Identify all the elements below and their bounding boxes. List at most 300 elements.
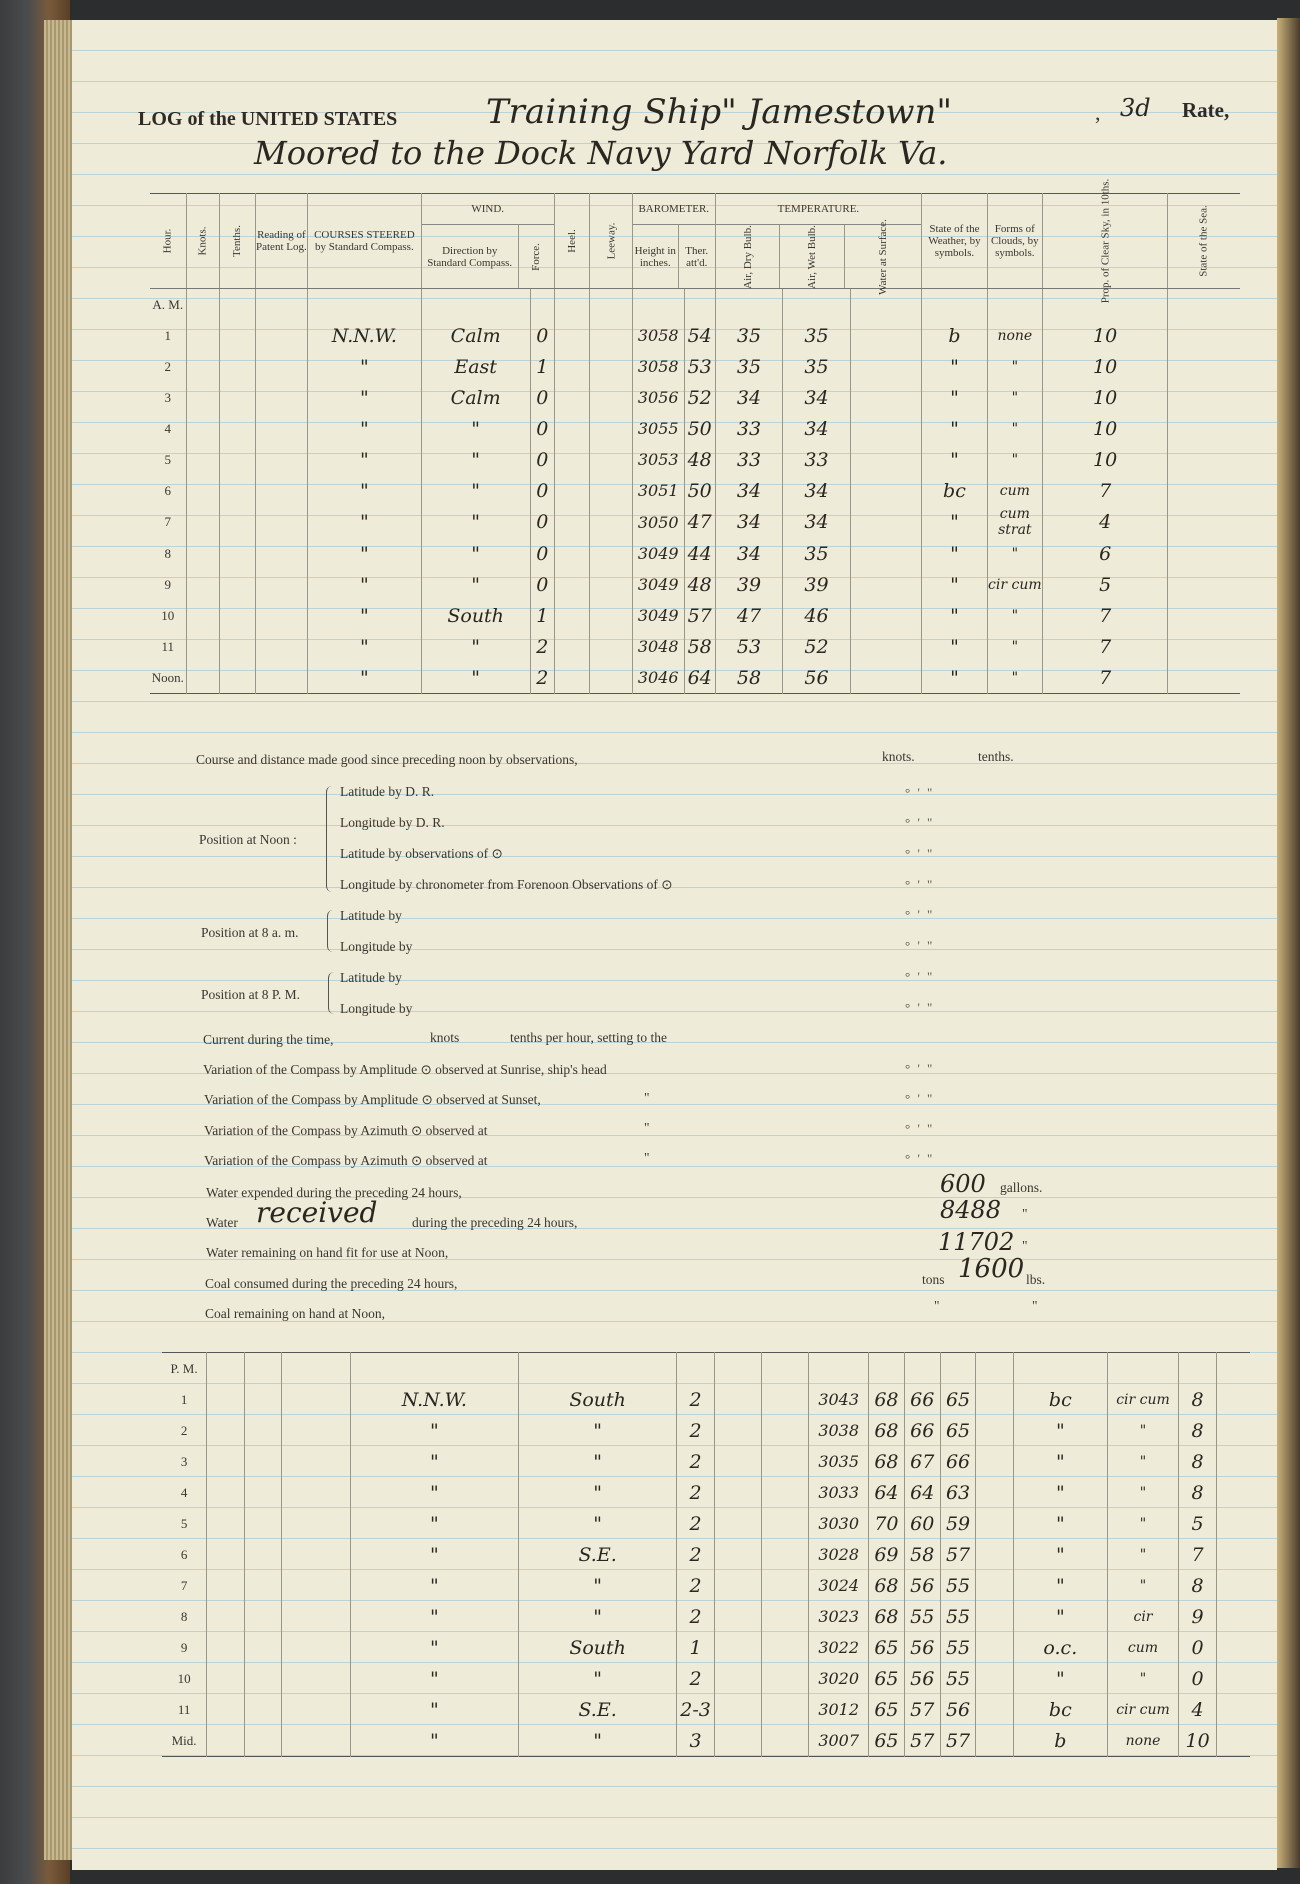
pm-empty-cell (976, 1539, 1013, 1570)
pm-hour-cell: 11 (162, 1694, 207, 1725)
am-empty-cell (590, 569, 633, 600)
pm-empty-cell (281, 1539, 350, 1570)
am-clouds-cell: " (987, 413, 1042, 444)
am-empty-cell (554, 475, 589, 506)
pm-dry-cell: 66 (904, 1415, 940, 1446)
am-wet-cell: 35 (783, 351, 851, 382)
deg-marks-5: ° ' " (905, 907, 935, 922)
pm-empty-cell (976, 1663, 1013, 1694)
col-sea: State of the Sea. (1168, 194, 1240, 289)
pm-wet-cell: 55 (940, 1601, 976, 1632)
pm-clouds-cell: none (1107, 1725, 1178, 1757)
current-knots: knots (430, 1030, 460, 1045)
am-label: A. M. (150, 289, 186, 321)
am-empty-cell (590, 320, 633, 351)
am-empty-cell (220, 444, 255, 475)
pm-baro-cell: 3028 (809, 1539, 869, 1570)
am-clear-cell: 7 (1042, 662, 1168, 694)
pm-hour-cell: 2 (162, 1415, 207, 1446)
pm-empty-cell (976, 1570, 1013, 1601)
air-wet-header: Air, Wet Bulb. (806, 224, 819, 289)
am-water-cell (850, 506, 921, 538)
water-received-value: 8488 (940, 1196, 1002, 1224)
pm-empty-cell (976, 1446, 1013, 1477)
am-clouds-cell: " (987, 631, 1042, 662)
pm-empty-cell (207, 1570, 244, 1601)
lat-8am: Latitude by (340, 908, 402, 923)
am-baro-cell: 3048 (632, 631, 684, 662)
location-line: Moored to the Dock Navy Yard Norfolk Va. (254, 134, 948, 172)
col-tenths: Tenths. (220, 194, 255, 289)
rate-number: 3d (1120, 94, 1151, 122)
variation-azimuth-1: Variation of the Compass by Azimuth ⊙ observed at (204, 1123, 488, 1138)
am-empty-cell (590, 506, 633, 538)
pm-empty-cell (1216, 1663, 1250, 1694)
pm-force-cell: 2 (677, 1570, 715, 1601)
am-rows (150, 320, 1240, 694)
pm-ther-cell: 65 (869, 1632, 905, 1663)
pm-wind-cell: South (518, 1632, 676, 1663)
am-dry-cell: 33 (715, 444, 783, 475)
pm-clouds-cell: cum (1107, 1632, 1178, 1663)
am-empty-cell (186, 351, 220, 382)
am-empty-cell (554, 600, 589, 631)
pm-wet-cell: 63 (940, 1477, 976, 1508)
am-empty-cell (255, 569, 308, 600)
am-wet-cell: 56 (783, 662, 851, 694)
am-empty-cell (1168, 506, 1240, 538)
pm-empty-cell (762, 1477, 809, 1508)
am-course-cell: " (308, 413, 421, 444)
pm-clouds-cell: " (1107, 1508, 1178, 1539)
am-baro-cell: 3049 (632, 538, 684, 569)
am-clouds-cell: cum strat (987, 506, 1042, 538)
pm-hour-cell: 4 (162, 1477, 207, 1508)
pm-empty-cell (714, 1539, 761, 1570)
pm-weather-cell: " (1013, 1539, 1107, 1570)
pm-empty-cell (762, 1415, 809, 1446)
am-empty-cell (590, 538, 633, 569)
pm-empty-cell (207, 1384, 244, 1415)
pm-wet-cell: 55 (940, 1570, 976, 1601)
am-empty-cell (220, 600, 255, 631)
am-baro-cell: 3056 (632, 382, 684, 413)
pm-empty-cell (1216, 1415, 1250, 1446)
am-course-cell: " (308, 569, 421, 600)
pm-hour-cell: 7 (162, 1570, 207, 1601)
pm-empty-cell (244, 1694, 281, 1725)
wind-direction-header: Direction by Standard Compass. (422, 225, 519, 288)
deg-marks-10: ° ' " (905, 1091, 935, 1106)
long-8am: Longitude by (340, 939, 413, 954)
pm-empty-cell (281, 1508, 350, 1539)
am-ther-cell: 53 (684, 351, 715, 382)
pm-force-cell: 2 (677, 1539, 715, 1570)
am-empty-cell (590, 444, 633, 475)
pm-dry-cell: 67 (904, 1446, 940, 1477)
temperature-header: TEMPERATURE. (716, 194, 921, 225)
air-dry-header: Air, Dry Bulb. (741, 224, 754, 289)
pm-row (162, 1477, 1250, 1508)
am-empty-cell (186, 569, 220, 600)
am-row (150, 382, 1240, 413)
pm-empty-cell (714, 1663, 761, 1694)
am-row (150, 320, 1240, 351)
am-empty-cell (220, 382, 255, 413)
long-chrono: Longitude by chronometer from Forenoon Observations of ⊙ (340, 877, 673, 892)
am-weather-cell: b (922, 320, 988, 351)
am-baro-cell: 3058 (632, 351, 684, 382)
pm-dry-cell: 60 (904, 1508, 940, 1539)
am-empty-cell (554, 351, 589, 382)
col-leeway: Leeway. (590, 194, 633, 289)
pm-clear-cell: 8 (1179, 1477, 1217, 1508)
pm-empty-cell (281, 1601, 350, 1632)
am-empty-cell (186, 444, 220, 475)
col-patent-log: Reading of Patent Log. (255, 194, 308, 289)
ditto-3: " (644, 1150, 650, 1165)
pm-ther-cell: 65 (869, 1663, 905, 1694)
pm-wind-cell: " (518, 1477, 676, 1508)
pm-force-cell: 2 (677, 1415, 715, 1446)
pm-course-cell: " (350, 1477, 518, 1508)
pm-empty-cell (714, 1601, 761, 1632)
pm-empty-cell (244, 1508, 281, 1539)
am-dry-cell: 34 (715, 538, 783, 569)
pm-wind-cell: " (518, 1601, 676, 1632)
water-remaining-value: 11702 (938, 1228, 1015, 1256)
pm-hour-cell: 9 (162, 1632, 207, 1663)
pm-wet-cell: 57 (940, 1539, 976, 1570)
pm-clouds-cell: " (1107, 1446, 1178, 1477)
pm-empty-cell (244, 1601, 281, 1632)
pm-row (162, 1694, 1250, 1725)
am-hour-cell: Noon. (150, 662, 186, 694)
pm-empty-cell (1216, 1508, 1250, 1539)
position-8am-label: Position at 8 a. m. (201, 925, 299, 940)
pm-wind-cell: " (518, 1508, 676, 1539)
am-course-cell: " (308, 538, 421, 569)
pm-baro-cell: 3022 (809, 1632, 869, 1663)
pm-empty-cell (207, 1508, 244, 1539)
am-dry-cell: 58 (715, 662, 783, 694)
am-clouds-cell: " (987, 662, 1042, 694)
pm-clouds-cell: cir cum (1107, 1694, 1178, 1725)
pm-row (162, 1539, 1250, 1570)
am-hour-cell: 7 (150, 506, 186, 538)
am-clouds-cell: none (987, 320, 1042, 351)
am-empty-cell (255, 413, 308, 444)
pm-empty-cell (1216, 1446, 1250, 1477)
am-empty-cell (1168, 320, 1240, 351)
am-empty-cell (220, 538, 255, 569)
am-force-cell: 0 (530, 475, 554, 506)
pm-clouds-cell: " (1107, 1570, 1178, 1601)
pm-wet-cell: 59 (940, 1508, 976, 1539)
am-hour-cell: 3 (150, 382, 186, 413)
am-empty-cell (1168, 569, 1240, 600)
pm-wind-cell: " (518, 1570, 676, 1601)
am-empty-cell (1168, 413, 1240, 444)
am-clear-cell: 4 (1042, 506, 1168, 538)
next-page-edge (1277, 18, 1300, 1868)
am-force-cell: 0 (530, 444, 554, 475)
am-weather-cell: " (922, 413, 988, 444)
pm-weather-cell: " (1013, 1415, 1107, 1446)
am-empty-cell (186, 320, 220, 351)
pm-ther-cell: 68 (869, 1384, 905, 1415)
pm-empty-cell (1216, 1384, 1250, 1415)
am-wind-cell: East (421, 351, 530, 382)
lat-8pm: Latitude by (340, 970, 402, 985)
pm-empty-cell (1216, 1477, 1250, 1508)
pm-empty-cell (976, 1694, 1013, 1725)
am-weather-cell: " (922, 631, 988, 662)
pm-course-cell: " (350, 1694, 518, 1725)
pm-empty-cell (762, 1570, 809, 1601)
am-clouds-cell: " (987, 538, 1042, 569)
am-row (150, 662, 1240, 694)
am-clear-cell: 10 (1042, 351, 1168, 382)
am-empty-cell (255, 600, 308, 631)
am-wind-cell: " (421, 444, 530, 475)
pm-weather-cell: " (1013, 1508, 1107, 1539)
pm-row (162, 1446, 1250, 1477)
am-force-cell: 2 (530, 662, 554, 694)
pm-course-cell: " (350, 1446, 518, 1477)
am-empty-cell (554, 444, 589, 475)
pm-log-table (162, 1352, 1250, 1757)
pm-ther-cell: 68 (869, 1415, 905, 1446)
am-force-cell: 2 (530, 631, 554, 662)
lat-dr: Latitude by D. R. (340, 784, 435, 799)
pm-ther-cell: 65 (869, 1725, 905, 1757)
am-empty-cell (1168, 444, 1240, 475)
pm-empty-cell (244, 1384, 281, 1415)
am-baro-cell: 3050 (632, 506, 684, 538)
pm-empty-cell (207, 1725, 244, 1757)
am-wind-cell: " (421, 662, 530, 694)
am-water-cell (850, 600, 921, 631)
deg-marks-4: ° ' " (905, 877, 935, 892)
am-empty-cell (1168, 662, 1240, 694)
position-8pm-label: Position at 8 P. M. (201, 987, 301, 1002)
am-wet-cell: 35 (783, 538, 851, 569)
pm-ther-cell: 68 (869, 1601, 905, 1632)
pm-wind-cell: S.E. (518, 1694, 676, 1725)
pm-clear-cell: 8 (1179, 1384, 1217, 1415)
am-empty-cell (255, 382, 308, 413)
am-weather-cell: " (922, 662, 988, 694)
am-ther-cell: 48 (684, 569, 715, 600)
am-empty-cell (186, 662, 220, 694)
pm-clouds-cell: " (1107, 1539, 1178, 1570)
am-clear-cell: 10 (1042, 444, 1168, 475)
am-clouds-cell: cum (987, 475, 1042, 506)
wind-force-header: Force. (530, 242, 543, 271)
pm-hour-cell: 8 (162, 1601, 207, 1632)
pm-empty-cell (281, 1663, 350, 1694)
am-row (150, 475, 1240, 506)
am-water-cell (850, 444, 921, 475)
pm-hour-cell: 6 (162, 1539, 207, 1570)
knots-label: knots. (882, 749, 915, 764)
pm-clear-cell: 0 (1179, 1663, 1217, 1694)
pm-empty-cell (281, 1477, 350, 1508)
am-empty-cell (255, 475, 308, 506)
am-clear-cell: 5 (1042, 569, 1168, 600)
pm-empty-cell (714, 1446, 761, 1477)
am-clear-cell: 7 (1042, 631, 1168, 662)
am-empty-cell (220, 351, 255, 382)
am-empty-cell (1168, 475, 1240, 506)
am-dry-cell: 34 (715, 506, 783, 538)
pm-force-cell: 2 (677, 1477, 715, 1508)
pm-ther-cell: 69 (869, 1539, 905, 1570)
am-dry-cell: 47 (715, 600, 783, 631)
pm-clear-cell: 8 (1179, 1570, 1217, 1601)
pm-dry-cell: 57 (904, 1725, 940, 1757)
am-ther-cell: 50 (684, 475, 715, 506)
am-clear-cell: 10 (1042, 320, 1168, 351)
am-dry-cell: 53 (715, 631, 783, 662)
coal-remaining-label: Coal remaining on hand at Noon, (205, 1306, 385, 1321)
pm-dry-cell: 57 (904, 1694, 940, 1725)
water-expended-label: Water expended during the preceding 24 hours, (206, 1185, 462, 1200)
am-hour-cell: 11 (150, 631, 186, 662)
am-baro-cell: 3051 (632, 475, 684, 506)
water-expended-value: 600 (940, 1170, 986, 1198)
pm-empty-cell (762, 1539, 809, 1570)
pm-wind-cell: " (518, 1663, 676, 1694)
pm-empty-cell (244, 1477, 281, 1508)
pm-ther-cell: 64 (869, 1477, 905, 1508)
pm-clear-cell: 8 (1179, 1415, 1217, 1446)
am-empty-cell (554, 538, 589, 569)
am-wind-cell: " (421, 506, 530, 538)
pm-clouds-cell: " (1107, 1477, 1178, 1508)
pm-clouds-cell: cir (1107, 1601, 1178, 1632)
pm-empty-cell (714, 1632, 761, 1663)
am-empty-cell (220, 662, 255, 694)
pm-wet-cell: 65 (940, 1384, 976, 1415)
pm-empty-cell (976, 1725, 1013, 1757)
am-clouds-cell: " (987, 351, 1042, 382)
am-empty-cell (554, 320, 589, 351)
pm-force-cell: 2 (677, 1384, 715, 1415)
am-course-cell: N.N.W. (308, 320, 421, 351)
am-empty-cell (220, 475, 255, 506)
col-courses: COURSES STEERED by Standard Compass. (308, 194, 421, 289)
pm-empty-cell (976, 1415, 1013, 1446)
pm-force-cell: 2-3 (677, 1694, 715, 1725)
pm-empty-cell (714, 1694, 761, 1725)
course-distance-line: Course and distance made good since preceding noon by observations, (196, 752, 578, 767)
am-dry-cell: 35 (715, 351, 783, 382)
am-weather-cell: " (922, 506, 988, 538)
pm-course-cell: " (350, 1601, 518, 1632)
pm-wind-cell: S.E. (518, 1539, 676, 1570)
am-clouds-cell: " (987, 600, 1042, 631)
pm-clouds-cell: cir cum (1107, 1384, 1178, 1415)
pm-baro-cell: 3024 (809, 1570, 869, 1601)
am-wet-cell: 52 (783, 631, 851, 662)
pm-ther-cell: 68 (869, 1446, 905, 1477)
am-empty-cell (554, 382, 589, 413)
pm-row (162, 1601, 1250, 1632)
am-clear-cell: 10 (1042, 382, 1168, 413)
pm-empty-cell (976, 1508, 1013, 1539)
am-empty-cell (186, 382, 220, 413)
col-knots: Knots. (186, 194, 220, 289)
ditto-coal-2: " (1032, 1298, 1038, 1313)
pm-clear-cell: 4 (1179, 1694, 1217, 1725)
am-wet-cell: 39 (783, 569, 851, 600)
am-force-cell: 0 (530, 320, 554, 351)
pm-empty-cell (762, 1663, 809, 1694)
pm-empty-cell (207, 1632, 244, 1663)
am-water-cell (850, 569, 921, 600)
pm-wet-cell: 65 (940, 1415, 976, 1446)
baro-height-header: Height in inches. (633, 225, 679, 288)
lat-obs: Latitude by observations of ⊙ (340, 846, 503, 861)
pm-weather-cell: bc (1013, 1694, 1107, 1725)
am-empty-cell (255, 320, 308, 351)
pm-course-cell: N.N.W. (350, 1384, 518, 1415)
am-row (150, 506, 1240, 538)
col-heel: Heel. (554, 194, 589, 289)
col-temperature (715, 194, 921, 295)
pm-wind-cell: South (518, 1384, 676, 1415)
am-empty-cell (220, 413, 255, 444)
am-row (150, 538, 1240, 569)
pm-course-cell: " (350, 1632, 518, 1663)
am-clouds-cell: cir cum (987, 569, 1042, 600)
pm-weather-cell: o.c. (1013, 1632, 1107, 1663)
am-force-cell: 0 (530, 382, 554, 413)
pm-clouds-cell: " (1107, 1415, 1178, 1446)
col-clouds: Forms of Clouds, by symbols. (987, 194, 1042, 289)
pm-weather-cell: " (1013, 1570, 1107, 1601)
title-comma: , (1095, 100, 1101, 125)
am-force-cell: 0 (530, 506, 554, 538)
pm-row (162, 1508, 1250, 1539)
pm-empty-cell (976, 1477, 1013, 1508)
pm-weather-cell: " (1013, 1446, 1107, 1477)
pm-weather-cell: " (1013, 1663, 1107, 1694)
am-log-table (150, 178, 1240, 694)
am-clouds-cell: " (987, 382, 1042, 413)
coal-consumed-label: Coal consumed during the preceding 24 hours, (205, 1276, 458, 1291)
pm-empty-cell (207, 1415, 244, 1446)
pm-hour-cell: 3 (162, 1446, 207, 1477)
pm-force-cell: 3 (677, 1725, 715, 1757)
am-wet-cell: 34 (783, 413, 851, 444)
pm-wind-cell: " (518, 1446, 676, 1477)
am-row (150, 444, 1240, 475)
pm-row (162, 1663, 1250, 1694)
am-wind-cell: South (421, 600, 530, 631)
am-clear-cell: 7 (1042, 600, 1168, 631)
am-empty-cell (1168, 600, 1240, 631)
am-water-cell (850, 538, 921, 569)
am-ther-cell: 44 (684, 538, 715, 569)
am-wet-cell: 33 (783, 444, 851, 475)
am-row (150, 351, 1240, 382)
pm-dry-cell: 56 (904, 1570, 940, 1601)
pm-empty-cell (244, 1663, 281, 1694)
am-force-cell: 1 (530, 351, 554, 382)
